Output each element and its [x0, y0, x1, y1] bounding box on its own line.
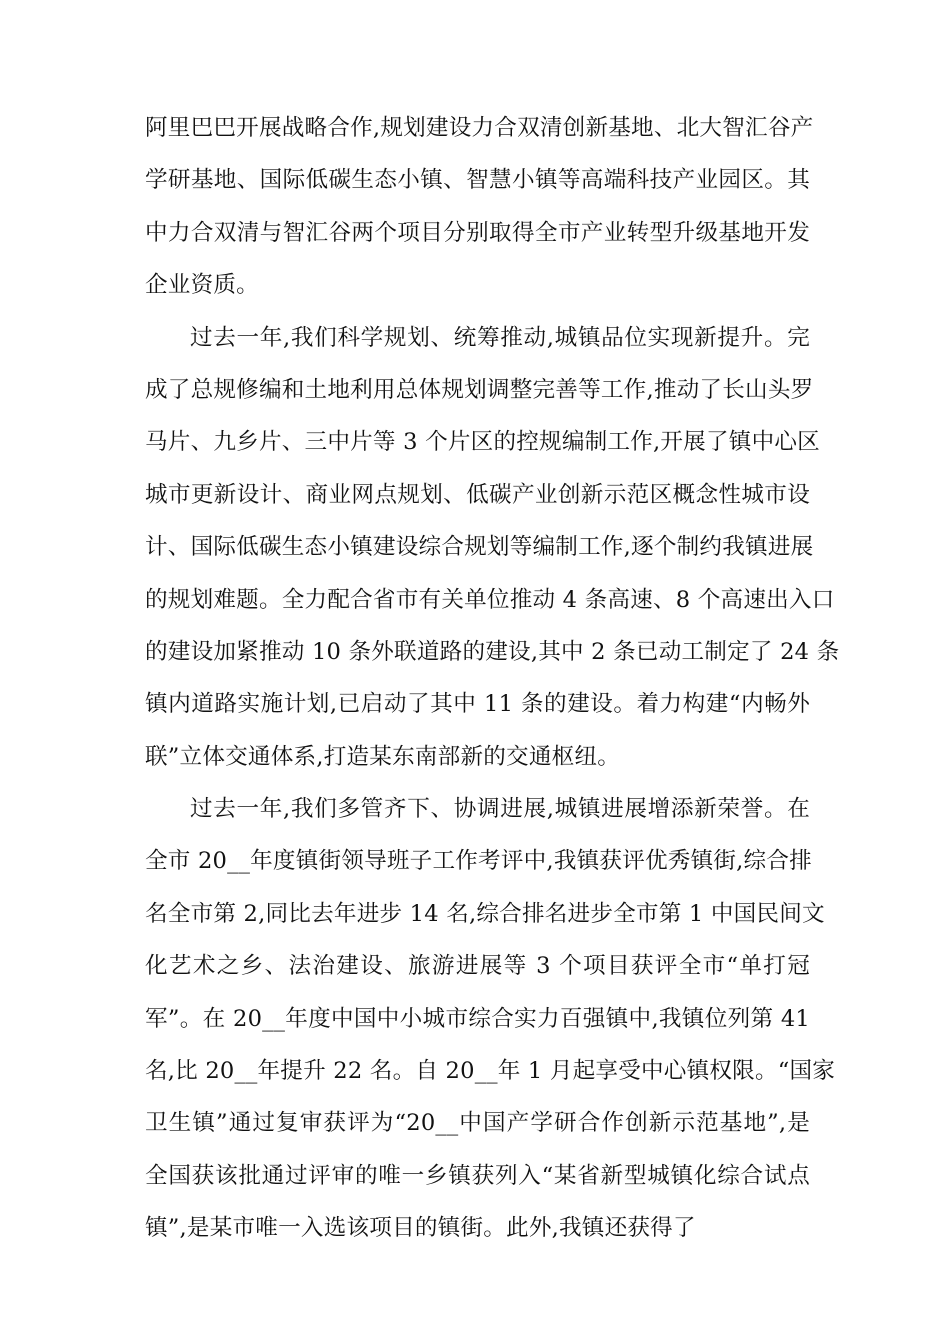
paragraph-2-line-8: 镇内道路实施计划,已启动了其中 11 条的建设。着力构建“内畅外: [145, 691, 810, 718]
paragraph-2-line-7: 的建设加紧推动 10 条外联道路的建设,其中 2 条已动工制定了 24 条: [145, 638, 840, 665]
paragraph-2-line-3: 马片、九乡片、三中片等 3 个片区的控规编制工作,开展了镇中心区: [145, 429, 820, 456]
paragraph-2-line-5: 计、国际低碳生态小镇建设综合规划等编制工作,逐个制约我镇进展: [145, 534, 814, 561]
paragraph-3-line-9: 镇”,是某市唯一入选该项目的镇街。此外,我镇还获得了: [145, 1215, 696, 1242]
paragraph-3-line-3: 名全市第 2,同比去年进步 14 名,综合排名进步全市第 1 中国民间文: [145, 900, 825, 927]
paragraph-3-line-5: 军”。在 20__年度中国中小城市综合实力百强镇中,我镇位列第 41: [145, 1005, 810, 1032]
paragraph-3-line-7: 卫生镇”通过复审获评为“20__中国产学研合作创新示范基地”,是: [145, 1110, 810, 1137]
body-text: [145, 102, 840, 1255]
paragraph-2-line-2: 成了总规修编和土地利用总体规划调整完善等工作,推动了长山头罗: [145, 376, 814, 403]
paragraph-3-line-2: 全市 20__年度镇街领导班子工作考评中,我镇获评优秀镇街,综合排: [145, 848, 812, 875]
paragraph-2-line-4: 城市更新设计、商业网点规划、低碳产业创新示范区概念性城市设: [145, 481, 810, 508]
paragraph-2-line-9: 联”立体交通体系,打造某东南部新的交通枢纽。: [145, 743, 621, 770]
paragraph-3-line-8: 全国获该批通过评审的唯一乡镇获列入“某省新型城镇化综合试点: [145, 1162, 810, 1189]
paragraph-3-line-1: 过去一年,我们多管齐下、协调进展,城镇进展增添新荣誉。在: [190, 796, 810, 823]
paragraph-3-line-4: 化艺术之乡、法治建设、旅游进展等 3 个项目获评全市“单打冠: [145, 953, 810, 980]
paragraph-2-line-6: 的规划难题。全力配合省市有关单位推动 4 条高速、8 个高速出入口: [145, 586, 835, 613]
paragraph-2-line-1: 过去一年,我们科学规划、统筹推动,城镇品位实现新提升。完: [190, 324, 810, 351]
paragraph-1-line-1: 阿里巴巴开展战略合作,规划建设力合双清创新基地、北大智汇谷产: [145, 115, 814, 141]
paragraph-3-line-6: 名,比 20__年提升 22 名。自 20__年 1 月起享受中心镇权限。“国家: [145, 1058, 836, 1085]
paragraph-1-line-2: 学研基地、国际低碳生态小镇、智慧小镇等高端科技产业园区。其: [145, 167, 810, 194]
paragraph-1-line-3: 中力合双清与智汇谷两个项目分别取得全市产业转型升级基地开发: [145, 219, 810, 246]
paragraph-1-line-4: 企业资质。: [145, 272, 259, 299]
